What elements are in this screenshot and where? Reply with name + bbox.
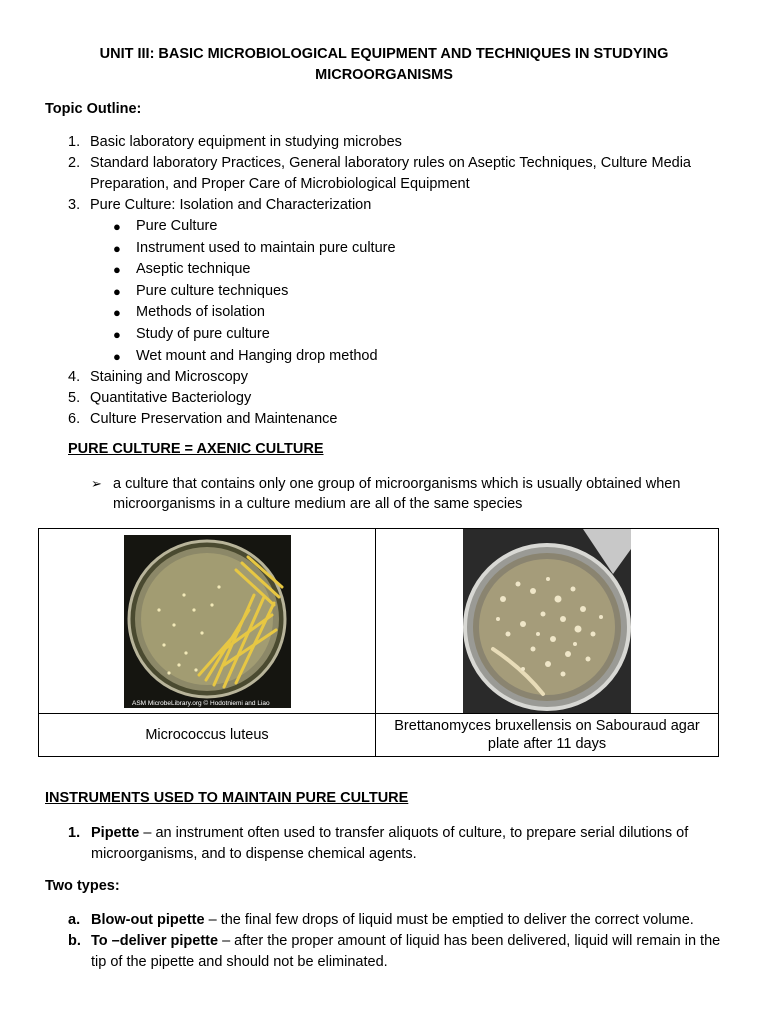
bullet-icon: ● [113,283,121,299]
unit-title: UNIT III: BASIC MICROBIOLOGICAL EQUIPMENT AND TECHNIQUES IN STUDYING MICROORGANISMS [99,46,669,83]
list-item [68,195,733,216]
bullet-icon: ● [113,305,121,321]
list-number: 1. [68,825,81,841]
list-text: Culture Preservation and Maintenance [90,411,338,428]
figure-cell-left [39,529,376,714]
description-text: – an instrument often used to transfer aliquots of culture, to prepare serial dilutions of microorganisms, and to dispense chemical agents. [91,825,689,862]
bullet-text: Pure Culture [136,218,218,234]
list-number: 5. [68,390,81,407]
pure-culture-definition [91,474,731,514]
list-item [68,910,733,931]
figure-caption-right: Brettanomyces bruxellensis on Sabouraud agar plate after 11 days [376,714,719,757]
term: To –deliver pipette [91,933,219,949]
list-number: 4. [68,369,81,386]
list-text: Basic laboratory equipment in studying microbes [90,134,402,150]
list-label: b. [68,933,81,949]
bullet-text: Methods of isolation [136,304,265,321]
bullet-text: Wet mount and Hanging drop method [136,347,378,364]
figure-caption-left: Micrococcus luteus [39,714,376,757]
term: Pipette [91,825,140,841]
list-number: 6. [68,411,81,428]
brettanomyces-petri-dish-photo [463,529,631,713]
sub-bullet-list [68,216,733,367]
bullet-icon: ● [113,262,121,278]
arrow-bullet-icon: ➢ [91,476,102,491]
bullet-text: Aseptic technique [136,261,251,278]
list-item [68,931,733,973]
pure-culture-heading: PURE CULTURE = AXENIC CULTURE [68,441,324,457]
pipette-types-list [68,910,733,973]
bullet-item [68,324,733,346]
list-label: a. [68,912,81,928]
bullet-item [68,216,733,238]
instruments-heading: INSTRUMENTS USED TO MAINTAIN PURE CULTURE [45,790,409,806]
list-item [68,132,733,153]
list-number: 2. [68,155,81,171]
figure-cell-right [376,529,719,714]
pipette-description [91,823,733,865]
term: Blow-out pipette [91,912,205,928]
list-item [68,367,733,388]
bullet-text: Pure culture techniques [136,282,289,299]
micrococcus-petri-dish-photo [124,535,291,708]
bullet-icon: ● [113,240,121,256]
description-text: – after the proper amount of liquid has been delivered, liquid will remain in the tip of the pipette and should not be eliminated. [91,933,721,970]
list-text: Standard laboratory Practices, General laboratory rules on Aseptic Techniques, Culture Media Preparation, and Proper Care of Microbiological Equipment [90,155,691,192]
list-text: Quantitative Bacteriology [90,390,252,407]
bullet-text: Instrument used to maintain pure culture [136,239,396,256]
bullet-item [68,259,733,281]
list-item [68,409,733,430]
bullet-icon: ● [113,348,121,364]
bullet-item [68,281,733,303]
bullet-item [68,238,733,260]
type-description [91,910,733,931]
photo-watermark: ASM MicrobeLibrary.org © Hodotniemi and Liao [131,699,270,707]
type-description [91,931,733,973]
bullet-item [68,346,733,368]
list-number: 3. [68,197,81,213]
list-number: 1. [68,134,81,150]
bullet-item [68,302,733,324]
list-item [68,153,733,195]
list-item [68,388,733,409]
list-text: Pure Culture: Isolation and Characterization [90,197,372,213]
description-text: – the final few drops of liquid must be emptied to deliver the correct volume. [204,912,694,928]
bullet-icon: ● [113,326,121,342]
bullet-text: Study of pure culture [136,325,270,342]
topic-outline-heading: Topic Outline: [45,101,142,117]
pipette-item [68,823,733,865]
two-types-heading: Two types: [45,878,120,894]
list-text: Staining and Microscopy [90,369,248,386]
topic-outline-list [68,132,733,430]
definition-text: a culture that contains only one group of microorganisms which is usually obtained when microorganisms in a culture medium are all of the same species [113,476,681,512]
bullet-icon: ● [113,219,121,234]
figure-table [38,528,719,757]
